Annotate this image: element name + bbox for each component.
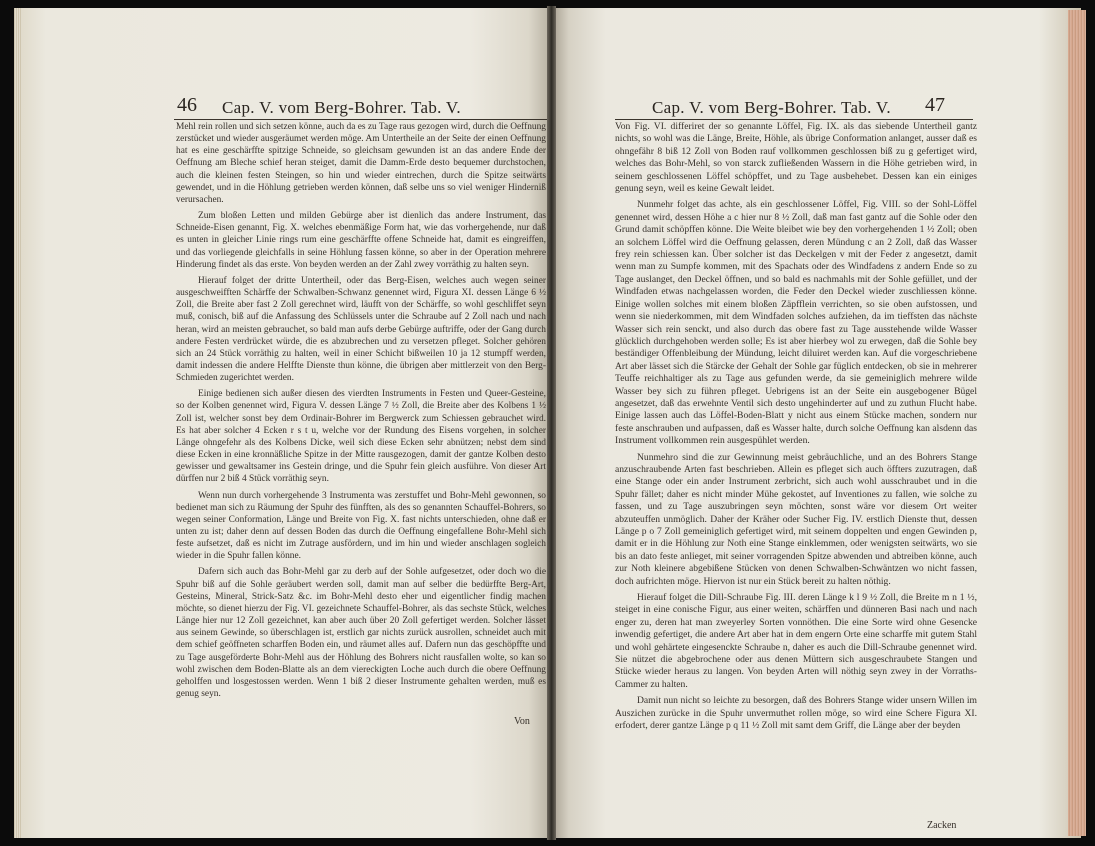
book-gutter: [547, 6, 556, 840]
catchword-left: Von: [514, 716, 530, 727]
right-page: [553, 8, 1081, 838]
running-head-left: Cap. V. vom Berg-Bohrer. Tab. V.: [222, 98, 461, 117]
running-head-right: Cap. V. vom Berg-Bohrer. Tab. V.: [652, 98, 891, 117]
page-number-left: 46: [177, 94, 197, 116]
left-text-block: [176, 121, 546, 704]
right-paragraph-2: Nunmehr folget das achte, als ein geschlossener Löffel, Fig. VIII. so der Sohl-Löffel genennet wird, dessen Höhe a c hier nur 8 ½ Zoll, daß man fast gantz auf die Sohle oder den Grund damit schöpffen könne. Die Weite bleibet wie bey den vorhergehenden 1 ½ Zoll; oben an solchem Löffel wird die Oeffnung gelassen, deren Mündung c an 2 Zoll, daß das Wasser frey rein schiessen kan. Über solcher ist das Deckelgen v mit der Feder z angesetzt, damit wenn man zu Sumpfe kommen, mit des Spachats oder des Windfadens z andern Ende so zu Tage auslanget, den Deckel öffnen, und so bald es nachmahls mit der Sohle gefüllet, und der Windfaden etwas nachgelassen worden, die Feder den Deckel wieder zuschliessen könne. Einige wollen solches mit einem bloßen Zäpfflein verrichten, so sie oben aufstossen, und wenn sie niederkommen, mit dem Windfaden solches aufziehen, da im tieffsten das nächste Wasser sich rein senckt, und also durch das obere fast zu Tage ausstehende wilde Wasser glücklich durchgehoben werden solle; Es ist aber hierbey wol zu erwegen, daß die Sohle bey beständiger Offenbleibung der Mündung, leicht diluiret werden kan. Auf die vorgeschriebene Art aber lässet sich die Stärcke der Gehalt der Sohle gar füglich entdecken, ob sie in mehrerer Teuffe reichhaltiger als zu Tage aus gefunden werde, da sie gemeiniglich mehrere wilde Wasser bey sich zu führen pfleget. Uebrigens ist an der Seite ein ausgebogener Bügel angesetzet, daß das erwehnte Ventil sich desto ungehinderter auf und zu zuthun Flucht habe. Einige lassen auch das Löffel-Boden-Blatt y nicht aus einem Stücke machen, sondern nur feste anschrauben und aufpassen, daß es Wasser halte, durch solche Oeffnung kan alsdenn das Instrument vollkommen rein ausgespühlet werden.: [615, 199, 977, 447]
right-page-edge: [1068, 10, 1086, 836]
head-rule-right: [615, 119, 973, 120]
right-paragraph-1: Von Fig. VI. differiret der so genannte Löffel, Fig. IX. als das siebende Untertheil gantz nichts, so wohl was die Länge, Breite, Höhle, als übrige Conformation anlanget, ausser daß es ohngefähr 8 biß 12 Zoll von Boden rauf vollkommen geschlossen biß zu g gefertiget wird, welches das Bohr-Mehl, so von starck zufließenden Wassern in die Höhe getrieben wird, in seinem geschlossenen Löffel schöpffet, und zu Tage ausbehebet. Dessen kan ein einiges genung seyn, weil es keine Gewalt leidet.: [615, 121, 977, 195]
left-paragraph-5: Wenn nun durch vorhergehende 3 Instrumenta was zerstuffet und Bohr-Mehl gewonnen, so bedienet man sich zu Räumung der Spuhr des fünfften, als des so genannten Schauffel-Bohrers, so wegen seiner Conformation, Länge und Breite von Fig. X. fast nichts unterschieden, ohne daß er unten zu ist; daher denn auf dessen Boden das durch die Oeffnung eingefallene Bohr-Mehl sich feste aufsetzet, daß es nicht im Zutrage ausfördern, und im hin und wieder anschlagen sogleich wieder in die Spuhr fallen könne.: [176, 490, 546, 562]
head-rule-left: [174, 119, 547, 120]
left-paragraph-3: Hierauf folget der dritte Untertheil, oder das Berg-Eisen, welches auch wegen seiner ausgeschweifften Schärffe der Schwalben-Schwanz genennet wird, Figura XI. dessen Länge 6 ½ Zoll, die Breite aber fast 2 Zoll gerechnet wird, läufft von der Schärffe, so wohl geschliffet seyn muß, conisch, biß auf die Anfassung des Schlüssels unter die Schraube auf 2 Zoll nach und nach heran, wird an meisten gebrauchet, so bald man aufs derbe Gebürge auftriffe, oder der Gang durch andere Festen verdrücket würde, die es abzubrechen und zu versetzen pfleget. Solcher gehören sich an 24 Stück vorräthig zu halten, weil in einer Schicht bißweilen 10 ja 12 stumpff werden, damit indessen die andere Helffte Dienste thun könne, die übrigen aber mittlerzeit von den Berg-Schmieden zugerichtet werden.: [176, 275, 546, 384]
left-paragraph-2: Zum bloßen Letten und milden Gebürge aber ist dienlich das andere Instrument, das Schneide-Eisen genannt, Fig. X. welches ebenmäßige Form hat, wie das vorhergehende, nur daß es unten in gleicher Linie rings rum eine geschärffte offene Schneide hat, damit es eingreiffen, und das vorliegende gleichfalls in seine Höhlung fassen könne, so aber in der Operation mehrere Hinderung findet als das erste. Von beyden werden an der Zahl zwey vorräthig zu halten seyn.: [176, 211, 546, 270]
catchword-right: Zacken: [927, 820, 957, 831]
left-paragraph-6: Dafern sich auch das Bohr-Mehl gar zu derb auf der Sohle aufgesetzet, oder doch wo die Spuhr biß auf die Sohle geräubert werden soll, damit man auf selber die bedürffte Berg-Art, Gesteins, Mineral, Strick-Satz &c. im Bohr-Mehl desto eher und eigentlicher findig machen möchte, so dienet hierzu der Fig. VI. gezeichnete Schauffel-Bohrer, als das sechste Stück, welches Länge hier nur 12 Zoll gezeichnet, kan aber auch über 20 Zoll gefertiget werden. Solcher lässet aus seinem Gewinde, so überschlagen ist, erstlich gar nichts zurück ausrollen, schneidet auch mit dem schief geöffneten scharffen Boden ein, und räumet alles auf. Dafern nun das geschöpffte und zu Tage ausgeförderte Bohr-Mehl aus der Höhlung des Bohrers nicht rausfallen wolte, so kan so wohl zwischen dem Boden-Blatte als an dem viereckigten Loche auch durch die obere Oeffnung geholffen und losgestossen werden. Wenn 1 biß 2 dieser Instrumente gehalten werden, muß es genug seyn.: [176, 567, 546, 700]
right-paragraph-4: Hierauf folget die Dill-Schraube Fig. III. deren Länge k l 9 ½ Zoll, die Breite m n 1 ½, steiget in eine conische Figur, aus einer weiten, schärffen und dünneren Basi nach und nach enger zu, deren hat man zweyerley Sorten vonnöthen. Die eine Sorte wird ohne Gesencke inwendig gefertiget, die andere Art aber hat in dem engern Orte eine scharffe mit gutem Stahl und wohl gehärtete eingesenckte Schraube n, daher es auch die Dill-Schraube genennet wird. Sie nützet die abgebrochene oder aus denen Müttern sich ausgeschraubete Stangen und Stücke wieder heraus zu langen. Von beyden Arten will nöthig seyn zwey in der Vorraths-Cammer zu halten.: [615, 592, 977, 690]
right-text-block: [615, 121, 977, 737]
left-page: [14, 8, 550, 838]
page-number-right: 47: [925, 94, 945, 116]
left-paragraph-1: Mehl rein rollen und sich setzen könne, auch da es zu Tage raus gezogen wird, durch die Oeffnung zerstücket und wieder ausgeräumet werden möge. Am Untertheile an der Seite der einen Oeffnung hat es eine geschärffte spitzige Schneide, so gleichsam gewunden ist an das andere Ende der Oeffnung am Bleche schief heran steiget, damit die Damm-Erde desto bequemer durchstochen, auch die kleinen festen Steingen, so hin und wieder eintrechen, durch die Spitze seitwärts gewendet, und in die Höhlung getrieben werden können, daß selbe uns so viel weniger Hinderniß verursachen.: [176, 122, 546, 205]
right-paragraph-5: Damit nun nicht so leichte zu besorgen, daß des Bohrers Stange wider unsern Willen im Auszichen zurücke in die Spuhr unvermuthet rollen möge, so wird eine Schere Figura XI. erfodert, derer gantze Länge p q 11 ½ Zoll mit samt dem Griff, die Länge aber der beyden: [615, 695, 977, 732]
left-page-edge: [14, 8, 21, 838]
left-paragraph-4: Einige bedienen sich außer diesen des vierdten Instruments in Festen und Queer-Gesteine, so der Kolben genennet wird, Figura V. dessen Länge 7 ½ Zoll, die Breite aber des Kolbens 1 ½ Zoll ist, welcher sonst bey dem Ordinair-Bohrer im Bergwerck zum Schiessen gebrauchet wird. Es hat aber solcher 4 Ecken r s t u, welche vor der Rundung des Eisens vorgehen, in solcher Länge ohngefehr als des Kolbens Dicke, weil sich diese Ecken sehr abnützen; nebst dem sind diese Ecken in eine kronnäßliche Spitze in der Mitte rausgezogen, damit der gantze Kolben desto gewisser und gewaltsamer ins Gestein dringe, und die Spuhr fein gleich ausführe. Von dieser Art dürffen nur 2 biß 4 Stück vorräthig seyn.: [176, 389, 546, 485]
right-paragraph-3: Nunmehro sind die zur Gewinnung meist gebräuchliche, und an des Bohrers Stange anzuschraubende Arten fast beschrieben. Allein es pfleget sich auch öffters zuzutragen, daß eine Stange oder ein ander Instrument zerbricht, sich auch wohl ausschraubet und in die Spuhr fället; daher es nicht minder Mühe gekostet, auf Inventiones zu fallen, wie solche zu fassen, und zu Tage auszubringen seyn möchten, sonst wäre vor diesem Ort weiter abzuteuffen unmöglich. Daher der Kräher oder Sucher Fig. IV. erstlich Dienste thut, dessen Länge p o 7 Zoll gemeiniglich gefertiget wird, mit seinem doppelten und engen Gewinden p, damit er in die Höhlung zur Noth eine Stange einklemmen, oder wenigsten seitwärts, wo sie bis an dato feste anlieget, mit seiner vorragenden Spitze abwenden und abtreiben könne, auch zur Noth kleinere abgebißene Stücken von denen Schwalben-Schwäntzen wo nicht fassen, doch aufrichten möge. Hiervon ist nur ein Stück bereit zu halten nöthig.: [615, 451, 977, 587]
